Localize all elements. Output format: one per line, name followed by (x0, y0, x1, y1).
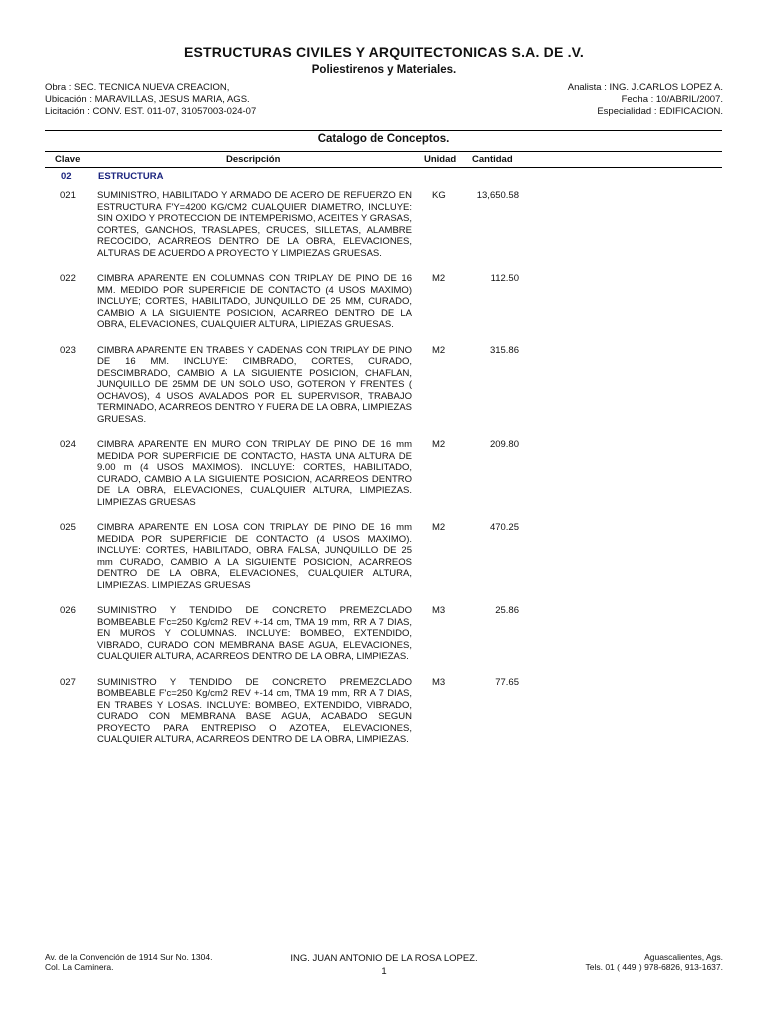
table-row (45, 522, 722, 591)
project-ubicacion: Ubicación : MARAVILLAS, JESUS MARIA, AGS. (45, 94, 250, 105)
row-unit: M2 (432, 439, 446, 450)
table-row (45, 439, 722, 508)
table-row (45, 273, 722, 331)
row-code: 021 (60, 190, 76, 201)
footer-address-line: Col. La Caminera. (45, 962, 114, 972)
table-row (45, 605, 722, 663)
document-date: Fecha : 10/ABRIL/2007. (621, 94, 723, 105)
row-description: SUMINISTRO Y TENDIDO DE CONCRETO PREMEZCLADO BOMBEABLE F'c=250 Kg/cm2 REV +-14 cm, TMA 19 mm, RR A 7 DIAS, EN MUROS Y COLUMNAS. INCLUYE: BOMBEO, EXTENDIDO, VIBRADO, CURADO CON MEMBRANA BASE AGUA, ELEVACIONES, CUALQUIER ALTURA, ACARREOS DENTRO DE LA OBRA, LIMPIEZAS. (97, 605, 412, 662)
row-description: CIMBRA APARENTE EN LOSA CON TRIPLAY DE PINO DE 16 mm MEDIDA POR SUPERFICIE DE CONTACTO (4 USOS MAXIMO). INCLUYE: CORTES, HABILITADO, OBRA FALSA, JUNQUILLO DE 25 mm CURADO, CAMBIO A LA SIGUIENTE POSICION, ACARREOS DENTRO DE LA OBRA, ELEVACIONES, CUALQUIER ALTURA, LIMPIEZAS. LIMPIEZAS GRUESAS (97, 522, 412, 591)
table-row (45, 190, 722, 259)
row-quantity: 470.25 (489, 522, 519, 533)
row-code: 025 (60, 522, 76, 533)
catalog-title: Catalogo de Conceptos. (317, 133, 450, 145)
column-header-clave: Clave (55, 154, 81, 165)
analyst-name: Analista : ING. J.CARLOS LOPEZ A. (567, 82, 723, 93)
row-description: CIMBRA APARENTE EN MURO CON TRIPLAY DE PINO DE 16 mm MEDIDA POR SUPERFICIE DE CONTACTO, HASTA UNA ALTURA DE 9.00 m (4 USOS MAXIMOS). INCLUYE: CORTES, HABILITADO, CURADO, CAMBIO A LA SIGUIENTE POSICION, ACARREOS DENTRO DE LA OBRA, ELEVACIONES, CUALQUIER ALTURA, LIMPIEZAS. LIMPIEZAS GRUESAS (97, 439, 412, 508)
table-row (45, 677, 722, 746)
row-quantity: 209.80 (489, 439, 519, 450)
company-subtitle: Poliestirenos y Materiales. (311, 64, 457, 76)
row-quantity: 112.50 (490, 273, 519, 284)
row-code: 022 (60, 273, 76, 284)
row-code: 023 (60, 344, 76, 356)
column-header-unidad: Unidad (424, 154, 457, 165)
company-name: ESTRUCTURAS CIVILES Y ARQUITECTONICAS S.A. DE .V. (183, 44, 585, 60)
row-description: CIMBRA APARENTE EN TRABES Y CADENAS CON TRIPLAY DE PINO DE 16 MM. INCLUYE: CIMBRADO, CORTES, CURADO, DESCIMBRADO, CAMBIO A LA SIGUIENTE POSICION, CHAFLAN, JUNQUILLO DE 25MM DE UN SOLO USO, GOTERON Y FRENTES ( OCHAVOS), 4 USOS AVALADOS POR EL SUPERVISOR, TRABAJO TERMINADO, ACARREOS DENTRO Y FUERA DE LA OBRA, LIMPIEZAS GRUESAS. (97, 344, 412, 425)
footer-city: Aguascalientes, Ags. (644, 952, 723, 962)
row-unit: M2 (432, 344, 446, 356)
footer-contact (585, 952, 723, 972)
section-name: ESTRUCTURA (98, 171, 164, 182)
row-description: SUMINISTRO Y TENDIDO DE CONCRETO PREMEZCLADO BOMBEABLE F'c=250 Kg/cm2 REV +-14 cm, TMA 19 mm, RR A 7 DIAS, EN TRABES Y LOSAS. INCLUYE: BOMBEO, EXTENDIDO, VIBRADO, CURADO CON MEMBRANA BASE AGUA, ACABADO SEGUN PROYECTO PARA ENTREPISO O AZOTEA, ELEVACIONES, CUALQUIER ALTURA, ACARREOS DENTRO DE LA OBRA, LIMPIEZAS. (97, 676, 412, 745)
page-number: 1 (381, 966, 387, 977)
header-divider (45, 167, 722, 168)
project-info (45, 82, 256, 118)
row-quantity: 25.86 (495, 605, 519, 616)
analyst-info (568, 82, 723, 118)
footer-signatory: ING. JUAN ANTONIO DE LA ROSA LOPEZ. (290, 953, 478, 964)
row-description: CIMBRA APARENTE EN COLUMNAS CON TRIPLAY DE PINO DE 16 MM. MEDIDO POR SUPERFICIE DE CONTACTO (4 USOS MAXIMO) INCLUYE; CORTES, HABILITADO, JUNQUILLO DE 25 MM, CURADO, CAMBIO A LA SIGUIENTE POSICION, ACARREO DENTRO DE LA OBRA, ELEVACIONES, CUALQUIER ALTURA, LIPIEZAS GRUESAS. (97, 273, 412, 330)
specialty: Especialidad : EDIFICACION. (597, 106, 723, 117)
row-quantity: 77.65 (495, 676, 519, 688)
row-description: SUMINISTRO, HABILITADO Y ARMADO DE ACERO DE REFUERZO EN ESTRUCTURA F'Y=4200 KG/CM2 CUALQUIER DIAMETRO, INCLUYE: SIN OXIDO Y PROTECCION DE INTEMPERISMO, ACEITES Y GRASAS, CORTES, GANCHOS, TRASLAPES, CRUCES, SILLETAS, ALAMBRE RECOCIDO, ACARREOS DENTRO DE LA OBRA, ELEVACIONES, ALTURAS DE ACUERDO A PROYECTO Y LIMPIEZAS GRUESAS. (97, 190, 412, 259)
row-unit: M2 (432, 522, 446, 533)
row-quantity: 315.86 (489, 344, 519, 356)
row-unit: M3 (432, 676, 446, 688)
footer-address-line: Av. de la Convención de 1914 Sur No. 1304. (45, 952, 213, 962)
column-header-cantidad: Cantidad (472, 154, 513, 165)
row-unit: M2 (432, 273, 446, 284)
row-unit: M3 (432, 605, 446, 616)
row-quantity: 13,650.58 (476, 190, 519, 201)
footer-phones: Tels. 01 ( 449 ) 978-6826, 913-1637. (585, 962, 723, 972)
project-licitacion: Licitación : CONV. EST. 011-07, 31057003-024-07 (45, 106, 257, 117)
row-unit: KG (432, 190, 446, 201)
table-row (45, 345, 722, 426)
row-code: 026 (60, 605, 76, 616)
concept-list (45, 190, 722, 760)
column-header-descripcion: Descripción (226, 154, 281, 165)
project-obra: Obra : SEC. TECNICA NUEVA CREACION, (45, 82, 230, 93)
row-code: 027 (60, 676, 76, 688)
row-code: 024 (60, 439, 76, 450)
section-code: 02 (61, 171, 72, 182)
